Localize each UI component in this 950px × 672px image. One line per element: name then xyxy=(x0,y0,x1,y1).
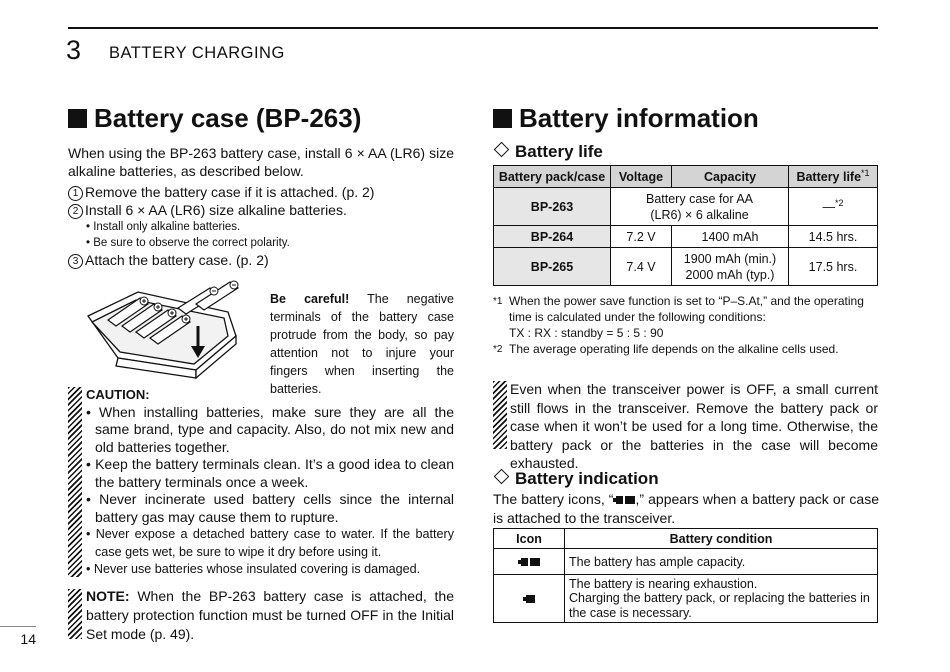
footnote-2: The average operating life depends on the alkaline cells used. xyxy=(509,342,839,356)
footnote-1: When the power save function is set to “P–S.At,” and the operating time is calculated under the following conditions: TX : RX : standby = 5 : 5 : 90 xyxy=(509,294,864,340)
warning-hatch-bar xyxy=(493,381,507,449)
chapter-number: 3 xyxy=(66,35,82,65)
life-cell: —$^{*2}$ xyxy=(789,188,878,226)
square-bullet-icon xyxy=(493,109,512,128)
icon-cell xyxy=(494,549,565,575)
condition-cell: The battery has ample capacity. xyxy=(565,549,878,575)
table-row xyxy=(494,549,878,575)
caution-block xyxy=(86,386,454,579)
step-3: 3 Attach the battery case. (p. 2) xyxy=(68,251,458,269)
sub-bullet: • Be sure to observe the correct polarity. xyxy=(86,237,290,249)
footnote-mark: *2 xyxy=(493,344,503,355)
pack-cell: BP-263 xyxy=(494,188,611,226)
indication-text: The battery icons, “ ,” appears when a battery pack or case is attached to the transceiver. xyxy=(493,491,880,526)
pack-cell: BP-265 xyxy=(494,248,611,286)
note-block: NOTE: When the BP-263 battery case is attached, the battery protection function must be turned OFF in the Initial Set mode (p. 49). xyxy=(86,588,454,642)
battery-full-icon xyxy=(518,556,540,566)
table-row xyxy=(494,188,878,226)
caution-hatch-bar xyxy=(68,387,82,577)
caution-item: • Keep the battery terminals clean. It’s a good idea to clean the battery terminals once a week. xyxy=(86,456,454,490)
battery-case-title: Battery case (BP-263) xyxy=(68,103,361,134)
voltage-cell: 7.2 V xyxy=(611,226,672,248)
life-cell: 14.5 hrs. xyxy=(789,226,878,248)
life-cell: 17.5 hrs. xyxy=(789,248,878,286)
battery-indication-table xyxy=(493,528,878,623)
step-number: 2 xyxy=(68,204,83,219)
caution-item: • Never use batteries whose insulated covering is damaged. xyxy=(86,562,421,576)
step-number: 3 xyxy=(68,254,83,269)
note-hatch-bar xyxy=(68,589,82,639)
warning-text: Even when the transceiver power is OFF, a small current still flows in the transceiver. Remove the battery pack or case when it won’t be used for a long time. Otherwise, the battery pack or the batteries in the case will become exhausted. xyxy=(510,381,878,471)
icon-cell xyxy=(494,575,565,623)
table-row xyxy=(494,226,878,248)
caution-item: • Never expose a detached battery case to water. If the battery case gets wet, be sure to wipe it dry before using it. xyxy=(86,527,454,559)
diamond-bullet-icon xyxy=(494,142,510,158)
be-careful-note: Be careful! The negative terminals of the battery case protrude from the body, so pay attention not to injure your fingers when inserting the batteries. xyxy=(270,292,454,396)
table-header-row xyxy=(494,166,878,188)
page-number: 14 xyxy=(0,626,36,647)
step-1: 1 Remove the battery case if it is attached. (p. 2) xyxy=(68,183,458,201)
caution-item: • Never incinerate used battery cells since the internal battery gas may cause them to rupture. xyxy=(86,491,454,525)
capacity-cell: 1900 mAh (min.) 2000 mAh (typ.) xyxy=(672,248,789,286)
header-cell: Battery condition xyxy=(565,529,878,549)
footnote-mark: *1 xyxy=(493,296,503,307)
condition-cell: The battery is nearing exhaustion. Charging the battery pack, or replacing the batteries in the case is necessary. xyxy=(565,575,878,623)
header-cell: Icon xyxy=(494,529,565,549)
merged-cell: Battery case for AA (LR6) × 6 alkaline xyxy=(611,188,789,226)
table-header-row xyxy=(494,529,878,549)
caution-label: CAUTION: xyxy=(86,387,150,402)
header-rule xyxy=(68,27,878,29)
square-bullet-icon xyxy=(68,109,87,128)
table-row xyxy=(494,248,878,286)
battery-indication-heading: Battery indication xyxy=(493,469,659,489)
battery-life-table xyxy=(493,165,878,286)
step-number: 1 xyxy=(68,186,83,201)
voltage-cell: 7.4 V xyxy=(611,248,672,286)
header-cell: Battery life$^{*1}$ xyxy=(789,166,878,188)
pack-cell: BP-264 xyxy=(494,226,611,248)
chapter-title: BATTERY CHARGING xyxy=(109,44,285,62)
sub-bullet: • Install only alkaline batteries. xyxy=(86,221,241,233)
caution-item: • When installing batteries, make sure they are all the same brand, type and capacity. Also, do not mix new and old batteries together. xyxy=(86,403,454,455)
capacity-cell: 1400 mAh xyxy=(672,226,789,248)
header-cell: Capacity xyxy=(672,166,789,188)
header-cell: Battery pack/case xyxy=(494,166,611,188)
header-cell: Voltage xyxy=(611,166,672,188)
diamond-bullet-icon xyxy=(494,469,510,485)
battery-life-heading: Battery life xyxy=(493,142,603,162)
battery-full-icon xyxy=(613,491,635,501)
table-row xyxy=(494,575,878,623)
battery-low-icon xyxy=(523,593,535,603)
intro-text: When using the BP-263 battery case, install 6 × AA (LR6) size alkaline batteries, as described below. xyxy=(68,145,454,179)
battery-info-title: Battery information xyxy=(493,103,759,134)
battery-case-illustration xyxy=(78,278,264,382)
step-2: 2 Install 6 × AA (LR6) size alkaline batteries. xyxy=(68,201,458,219)
